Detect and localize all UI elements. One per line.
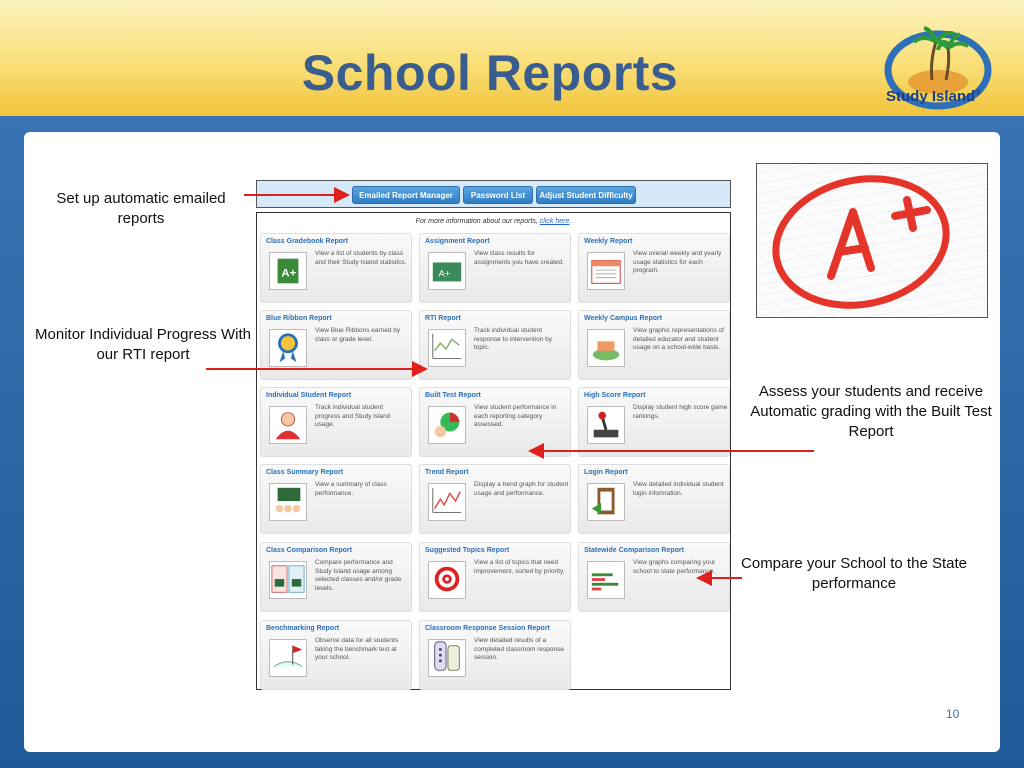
callout-rti: Monitor Individual Progress With our RTI report	[35, 326, 251, 363]
report-card-description: View Blue Ribbons earned by class or grade level.	[315, 327, 401, 343]
report-card-description: View overall weekly and yearly usage statistics for each program.	[633, 250, 722, 274]
page-number: 10	[946, 707, 960, 721]
info-line: For more information about our reports, click here.	[415, 218, 572, 225]
report-card-title[interactable]: Class Summary Report	[266, 469, 344, 476]
report-card-title[interactable]: High Score Report	[584, 392, 646, 399]
report-card-title[interactable]: Login Report	[584, 469, 628, 476]
report-card-description: Track individual student progress and Study Island usage.	[315, 404, 391, 428]
report-card-description: Track individual student response to intervention by topic.	[474, 327, 553, 351]
report-card-title[interactable]: Individual Student Report	[266, 392, 352, 399]
report-card-title[interactable]: Benchmarking Report	[266, 625, 340, 632]
report-card-description: Observe data for all students taking the benchmark test at your school.	[315, 637, 399, 661]
report-card-title[interactable]: Blue Ribbon Report	[266, 315, 332, 322]
report-card-title[interactable]: Class Gradebook Report	[266, 238, 349, 245]
adjust-student-difficulty-button[interactable]: Adjust Student Difficulty	[536, 186, 636, 204]
report-card-description: View detailed results of a completed classroom response session.	[474, 637, 564, 661]
password-list-button[interactable]: Password List	[463, 186, 533, 204]
svg-text:A+: A+	[281, 267, 297, 280]
report-card-title[interactable]: Weekly Report	[584, 238, 633, 245]
report-card-title[interactable]: Built Test Report	[425, 392, 481, 399]
report-card-title[interactable]: Suggested Topics Report	[425, 547, 510, 554]
report-card-description: View a list of students by class and their Study Island statistics.	[315, 250, 407, 266]
logo-text: Study Island®	[886, 88, 982, 105]
report-card-description: View student performance in each reporting category assessed.	[474, 404, 557, 428]
report-card-title[interactable]: Assignment Report	[425, 238, 490, 245]
report-card-description: View a list of topics that need improvement, sorted by priority.	[474, 559, 565, 575]
report-card-title[interactable]: Classroom Response Session Report	[425, 625, 550, 632]
report-card-title[interactable]: Weekly Campus Report	[584, 315, 663, 322]
click-here-link[interactable]: click here	[539, 218, 570, 225]
report-card-title[interactable]: Trend Report	[425, 469, 469, 476]
report-card-description: View detailed individual student login information.	[633, 481, 724, 497]
callout-built-test: Assess your students and receive Automatic grading with the Built Test Report	[750, 383, 992, 440]
emailed-report-manager-button[interactable]: Emailed Report Manager	[352, 186, 460, 204]
report-card-description: View graphic representations of detailed educator and student usage on a school-wide basis.	[633, 327, 724, 351]
report-card-description: View class results for assignments you have created.	[474, 250, 564, 266]
report-card-title[interactable]: Statewide Comparison Report	[584, 547, 684, 554]
report-card-description: View a summary of class performance.	[315, 481, 387, 497]
report-card-description: Display student high score game rankings.	[633, 404, 728, 420]
report-card-title[interactable]: Class Comparison Report	[266, 547, 352, 554]
report-card-description: Display a trend graph for student usage and performance.	[474, 481, 569, 497]
report-card-description: View graphs comparing your school to state performance.	[633, 559, 716, 575]
report-card-description: Compare performance and Study Island usage among selected classes and/or grade levels.	[315, 559, 402, 592]
callout-emailed: Set up automatic emailed reports	[56, 190, 226, 227]
svg-text:A+: A+	[438, 268, 451, 280]
slide-title: School Reports	[301, 45, 679, 101]
callout-statewide: Compare your School to the State performance	[741, 555, 967, 592]
report-card-title[interactable]: RTI Report	[425, 315, 461, 322]
